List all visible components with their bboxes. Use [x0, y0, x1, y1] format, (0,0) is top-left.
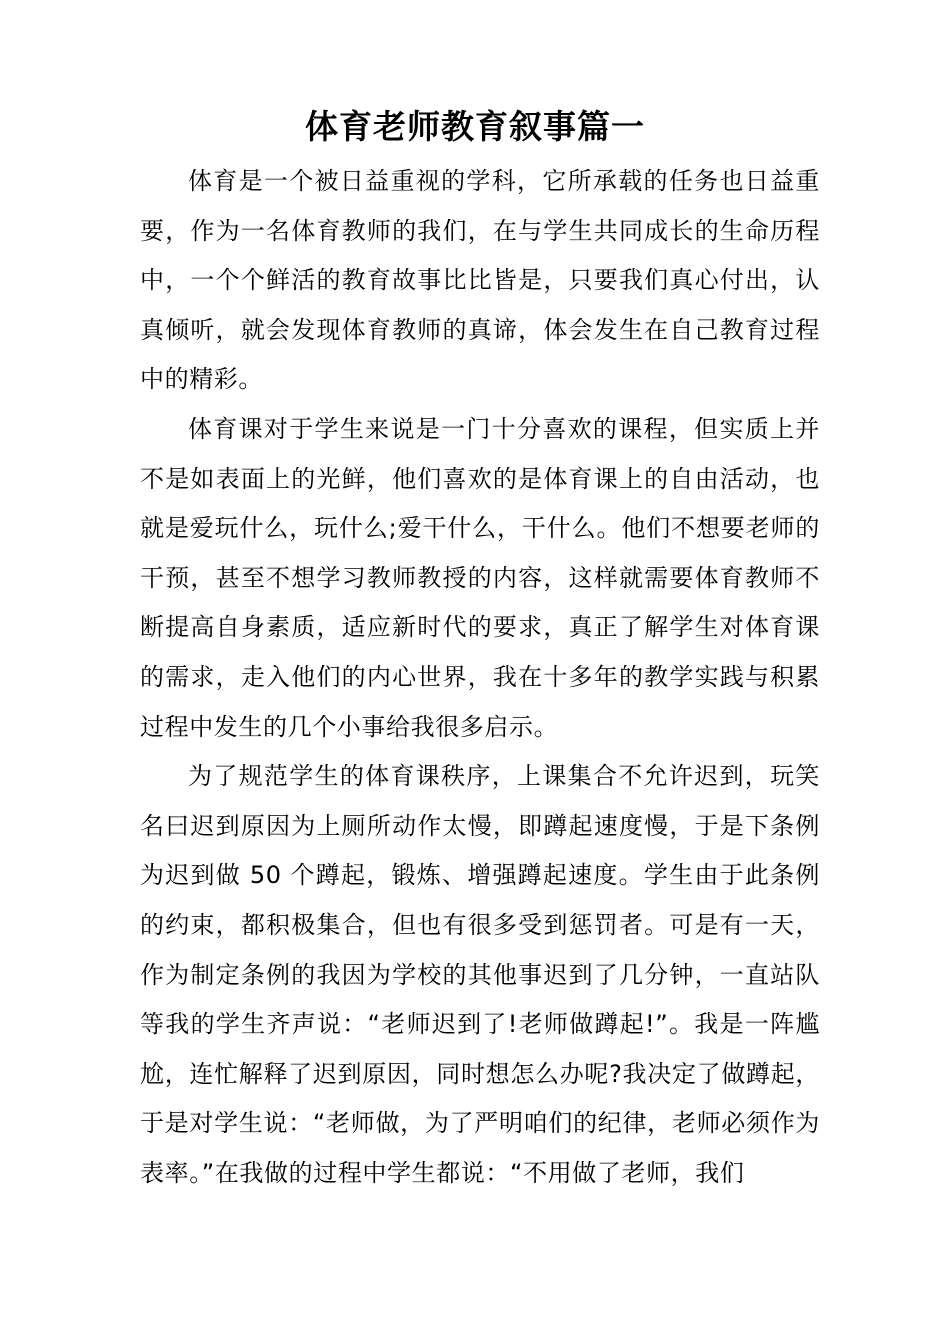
paragraph-1: 体育是一个被日益重视的学科，它所承载的任务也日益重要，作为一名体育教师的我们，在与学生共同成长的生命历程中，一个个鲜活的教育故事比比皆是，只要我们真心付出，认真倾听，就会发现体育教师的真谛，体会发生在自己教育过程中的精彩。 [140, 167, 820, 394]
document-body [140, 157, 820, 1198]
paragraph-2: 体育课对于学生来说是一门十分喜欢的课程，但实质上并不是如表面上的光鲜，他们喜欢的是体育课上的自由活动，也就是爱玩什么，玩什么;爱干什么，干什么。他们不想要老师的干预，甚至不想学习教师教授的内容，这样就需要体育教师不断提高自身素质，适应新时代的要求，真正了解学生对体育课的需求，走入他们的内心世界，我在十多年的教学实践与积累过程中发生的几个小事给我很多启示。 [140, 414, 820, 741]
paragraph-3: 为了规范学生的体育课秩序，上课集合不允许迟到，玩笑名曰迟到原因为上厕所动作太慢，即蹲起速度慢，于是下条例为迟到做 50 个蹲起，锻炼、增强蹲起速度。学生由于此条例的约束，都积极集合，但也有很多受到惩罚者。可是有一天，作为制定条例的我因为学校的其他事迟到了几分钟，一直站队等我的学生齐声说：“老师迟到了!老师做蹲起!”。我是一阵尴尬，连忙解释了迟到原因，同时想怎么办呢?我决定了做蹲起，于是对学生说：“老师做，为了严明咱们的纪律，老师必须作为表率。”在我做的过程中学生都说：“不用做了老师，我们 [140, 762, 820, 1187]
document-title: 体育老师教育叙事篇一 [305, 107, 645, 146]
